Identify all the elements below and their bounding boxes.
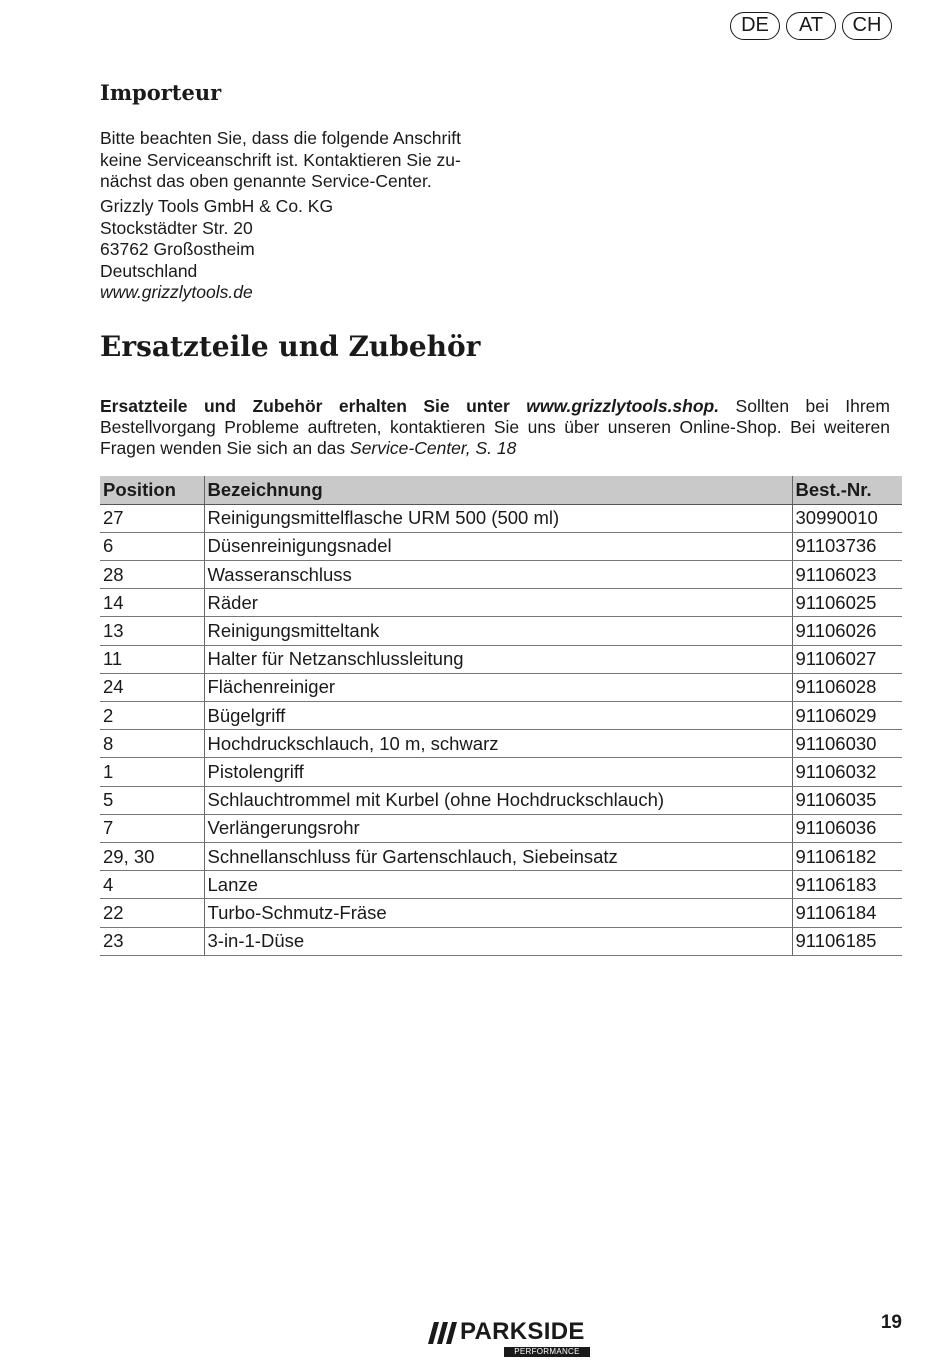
cell-order-number: 91106029 — [792, 702, 902, 730]
cell-description: Bügelgriff — [204, 702, 792, 730]
cell-position: 11 — [100, 645, 204, 673]
cell-description: Räder — [204, 589, 792, 617]
table-row — [100, 702, 902, 730]
cell-order-number: 91106030 — [792, 730, 902, 758]
cell-description: Schlauchtrommel mit Kurbel (ohne Hochdruckschlauch) — [204, 786, 792, 814]
importer-note — [100, 128, 461, 193]
cell-description: Flächenreiniger — [204, 673, 792, 701]
table-row — [100, 786, 902, 814]
table-row — [100, 532, 902, 560]
table-row — [100, 730, 902, 758]
table-row — [100, 814, 902, 842]
country-badge-at: AT — [786, 12, 836, 40]
cell-description: Reinigungsmitteltank — [204, 617, 792, 645]
cell-order-number: 91106035 — [792, 786, 902, 814]
cell-description: 3-in-1-Düse — [204, 927, 792, 955]
table-row — [100, 758, 902, 786]
cell-position: 22 — [100, 899, 204, 927]
cell-order-number: 91106025 — [792, 589, 902, 617]
cell-position: 27 — [100, 504, 204, 532]
cell-description: Pistolengriff — [204, 758, 792, 786]
cell-position: 24 — [100, 673, 204, 701]
cell-position: 29, 30 — [100, 842, 204, 870]
cell-order-number: 30990010 — [792, 504, 902, 532]
importer-note-line: nächst das oben genannte Service-Center. — [100, 171, 432, 191]
importer-address — [100, 196, 333, 304]
parts-table — [100, 476, 902, 956]
cell-position: 7 — [100, 814, 204, 842]
cell-position: 6 — [100, 532, 204, 560]
parts-intro-text: Sollten bei Ihrem Bestellvorgang Probleme auftreten, kontaktieren Sie uns über unseren Online-Shop. Bei weiteren Fragen wenden Sie sich an das — [100, 396, 890, 458]
cell-position: 2 — [100, 702, 204, 730]
brand-name: PARKSIDE — [460, 1318, 585, 1345]
page-number: 19 — [880, 1312, 902, 1333]
address-country: Deutschland — [100, 260, 198, 281]
cell-order-number: 91106026 — [792, 617, 902, 645]
cell-position: 13 — [100, 617, 204, 645]
cell-order-number: 91106027 — [792, 645, 902, 673]
cell-order-number: 91106185 — [792, 927, 902, 955]
shop-link[interactable]: www.grizzlytools.shop. — [526, 396, 720, 416]
header-description: Bezeichnung — [204, 476, 792, 504]
cell-order-number: 91106183 — [792, 871, 902, 899]
table-row — [100, 561, 902, 589]
importer-note-line: Bitte beachten Sie, dass die folgende Anschrift — [100, 128, 461, 148]
cell-description: Hochdruckschlauch, 10 m, schwarz — [204, 730, 792, 758]
parkside-logo — [428, 1318, 590, 1360]
table-row — [100, 504, 902, 532]
address-city: 63762 Großostheim — [100, 239, 255, 259]
cell-position: 8 — [100, 730, 204, 758]
table-row — [100, 927, 902, 955]
cell-description: Düsenreinigungsnadel — [204, 532, 792, 560]
table-header-row — [100, 476, 902, 504]
cell-order-number: 91106028 — [792, 673, 902, 701]
parts-table-body — [100, 504, 902, 955]
address-company: Grizzly Tools GmbH & Co. KG — [100, 196, 334, 216]
cell-position: 1 — [100, 758, 204, 786]
address-street: Stockstädter Str. 20 — [100, 217, 253, 238]
country-badge-de: DE — [730, 12, 780, 40]
cell-description: Wasseranschluss — [204, 561, 792, 589]
parts-intro — [100, 396, 890, 459]
cell-order-number: 91106182 — [792, 842, 902, 870]
table-row — [100, 871, 902, 899]
parts-intro-bold: Ersatzteile und Zubehör erhalten Sie unter — [100, 396, 510, 416]
parts-heading: Ersatzteile und Zubehör — [100, 330, 481, 363]
table-row — [100, 673, 902, 701]
table-row — [100, 842, 902, 870]
cell-position: 14 — [100, 589, 204, 617]
importer-website-link[interactable]: www.grizzlytools.de — [100, 282, 253, 302]
header-order-number: Best.-Nr. — [792, 476, 902, 504]
table-row — [100, 617, 902, 645]
cell-position: 23 — [100, 927, 204, 955]
country-badge-ch: CH — [842, 12, 892, 40]
importer-note-line: keine Serviceanschrift ist. Kontaktieren Sie zu- — [100, 149, 461, 170]
table-row — [100, 589, 902, 617]
brand-tagline: PERFORMANCE — [504, 1347, 590, 1357]
cell-description: Schnellanschluss für Gartenschlauch, Siebeinsatz — [204, 842, 792, 870]
table-row — [100, 899, 902, 927]
cell-description: Halter für Netzanschlussleitung — [204, 645, 792, 673]
cell-order-number: 91106023 — [792, 561, 902, 589]
country-badges — [730, 12, 892, 40]
cell-order-number: 91106032 — [792, 758, 902, 786]
cell-order-number: 91103736 — [792, 532, 902, 560]
cell-position: 5 — [100, 786, 204, 814]
logo-stripes-icon — [428, 1322, 458, 1344]
cell-position: 28 — [100, 561, 204, 589]
table-row — [100, 645, 902, 673]
importer-heading: Importeur — [100, 80, 222, 105]
cell-description: Lanze — [204, 871, 792, 899]
cell-description: Reinigungsmittelflasche URM 500 (500 ml) — [204, 504, 792, 532]
cell-order-number: 91106036 — [792, 814, 902, 842]
header-position: Position — [100, 476, 204, 504]
cell-position: 4 — [100, 871, 204, 899]
service-center-reference: Service-Center, S. 18 — [350, 438, 517, 458]
cell-description: Turbo-Schmutz-Fräse — [204, 899, 792, 927]
cell-description: Verlängerungsrohr — [204, 814, 792, 842]
cell-order-number: 91106184 — [792, 899, 902, 927]
